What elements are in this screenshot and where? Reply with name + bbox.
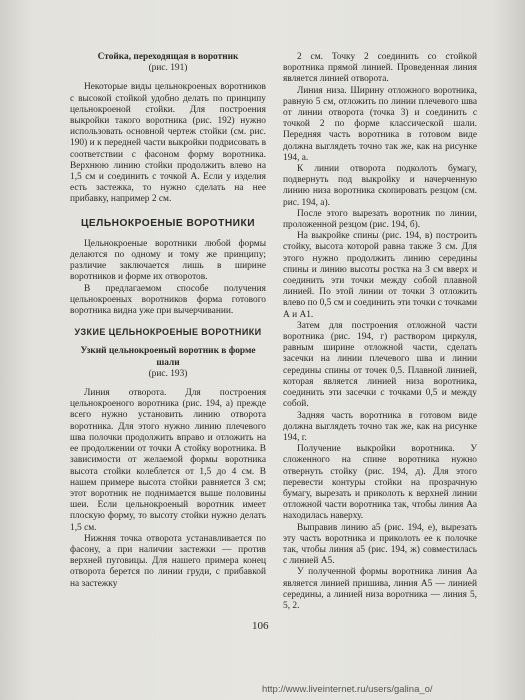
right-column bbox=[283, 52, 477, 612]
paragraph: К линии отворота подколоть бумагу, подвернуть под выкройку и начерченную линию низа воротника скопировать резцом (см. рис. 194, а). bbox=[283, 164, 477, 208]
paragraph: Получение выкройки воротника. У сложенного на спине воротника нужно отвернуть стойку (рис. 194, д). Для этого перевести контуры стойки на прозрачную бумагу, вырезать и приколоть к верхней линии отложной части воротника так, чтобы линия Аа находилась наверху. bbox=[283, 444, 477, 522]
figure-ref-191: (рис. 191) bbox=[148, 63, 188, 74]
paragraph: На выкройке спины (рис. 194, в) построить стойку, высота которой равна также 3 см. Для этого нужно продолжить линию середины спины и линию высоты ростка на 3 см вверх и соединить эти точки между собой плавной линией. По этой линии от точки 3 отложить влево по 0,5 см и соединить эти точки с точками А и А1. bbox=[283, 231, 477, 320]
heading-stand-collar: Стойка, переходящая в воротник bbox=[97, 52, 239, 62]
paragraph: После этого вырезать воротник по линии, проложенной резцом (рис. 194, б). bbox=[283, 208, 477, 231]
paragraph: Линия отворота. Для построения цельнокроеного воротника (рис. 194, а) прежде всего нужно установить линию отворота воротника. Для этого нужно линию плечевого шва полочки продолжить вправо и отложить на ее продолжении от точки А стойку воротника. В зависимости от желаемой формы воротника высота стойки колеблется от 1,5 до 4 см. В нашем примере высота стойки равняется 3 см; этот воротник не поднимается выше половины шеи. Если цельнокроеный воротник имеет плоскую форму, то высоту стойки нужно делать 1,5 см. bbox=[70, 388, 266, 533]
paragraph: У полученной формы воротника линия Аа является линией пришива, линия А5 — линией середины, а линией низа воротника — линия 5, 5, 2. bbox=[283, 567, 477, 611]
paragraph: Затем для построения отложной части воротника (рис. 194, г) раствором циркуля, равным ширине отложной части, сделать засечки на линии плечевого шва и линии середины спины от точек 0,5. Плавной линией, которая является линией низа воротника, соединить эти засечки с точками 0,5 и между собой. bbox=[283, 320, 477, 410]
paragraph: Нижняя точка отворота устанавливается по фасону, а при наличии застежки — против верхней пуговицы. Для нашего примера конец отворота берется по линии груди, с прибавкой на застежку bbox=[70, 533, 266, 589]
paragraph: Выправив линию а5 (рис. 194, е), вырезать эту часть воротника и приколоть ее к полочке так, чтобы линия а5 (рис. 194, ж) совместилась с линией А5. bbox=[283, 522, 477, 567]
section-heading: ЦЕЛЬНОКРОЕНЫЕ ВОРОТНИКИ bbox=[80, 217, 256, 229]
paragraph: Задняя часть воротника в готовом виде должна выглядеть точно так же, как на рисунке 194, г. bbox=[283, 410, 477, 443]
paragraph: Линия низа. Ширину отложного воротника, равную 5 см, отложить по линии плечевого шва от линии отворота (точка 3) и соединить с точкой 2 по форме классической шали. Передняя часть воротника в готовом виде должна выглядеть точно так же, как на рисунке 194, а. bbox=[283, 85, 477, 163]
paragraph: Некоторые виды цельнокроеных воротников с высокой стойкой удобно делать по принципу цельнокроеной стойки. Для построения выкройки такого воротника (рис. 192) нужно использовать основной чертеж стойки (см. рис. 190) и к передней части выкройки подрисовать в соответствии с фасоном форму воротника. Верхнюю линию стойки продолжить влево на 1,5 см и соединить с точкой А. Если у изделия есть застежка, то нужно сделать на нее прибавку, например 2 см. bbox=[70, 82, 266, 205]
subsection-heading: УЗКИЕ ЦЕЛЬНОКРОЕНЫЕ ВОРОТНИКИ bbox=[74, 327, 262, 338]
paragraph: Цельнокроеные воротники любой формы делаются по одному и тому же принципу; различие заключается лишь в ширине воротников и форме их отворотов. bbox=[70, 238, 266, 283]
left-column bbox=[70, 52, 266, 590]
paragraph: 2 см. Точку 2 соединить со стойкой воротника прямой линией. Проведенная линия является линией отворота. bbox=[283, 52, 477, 85]
heading-shawl-collar: Узкий цельнокроеный воротник в форме шали bbox=[80, 346, 256, 368]
watermark-url: http://www.liveinternet.ru/users/galina_o/ bbox=[262, 684, 433, 695]
paragraph: В предлагаемом способе получения цельнокроеных воротников форма готового воротника видна уже при вычерчивании. bbox=[70, 283, 266, 317]
figure-ref-193: (рис. 193) bbox=[148, 368, 188, 379]
page-number: 106 bbox=[252, 620, 269, 632]
